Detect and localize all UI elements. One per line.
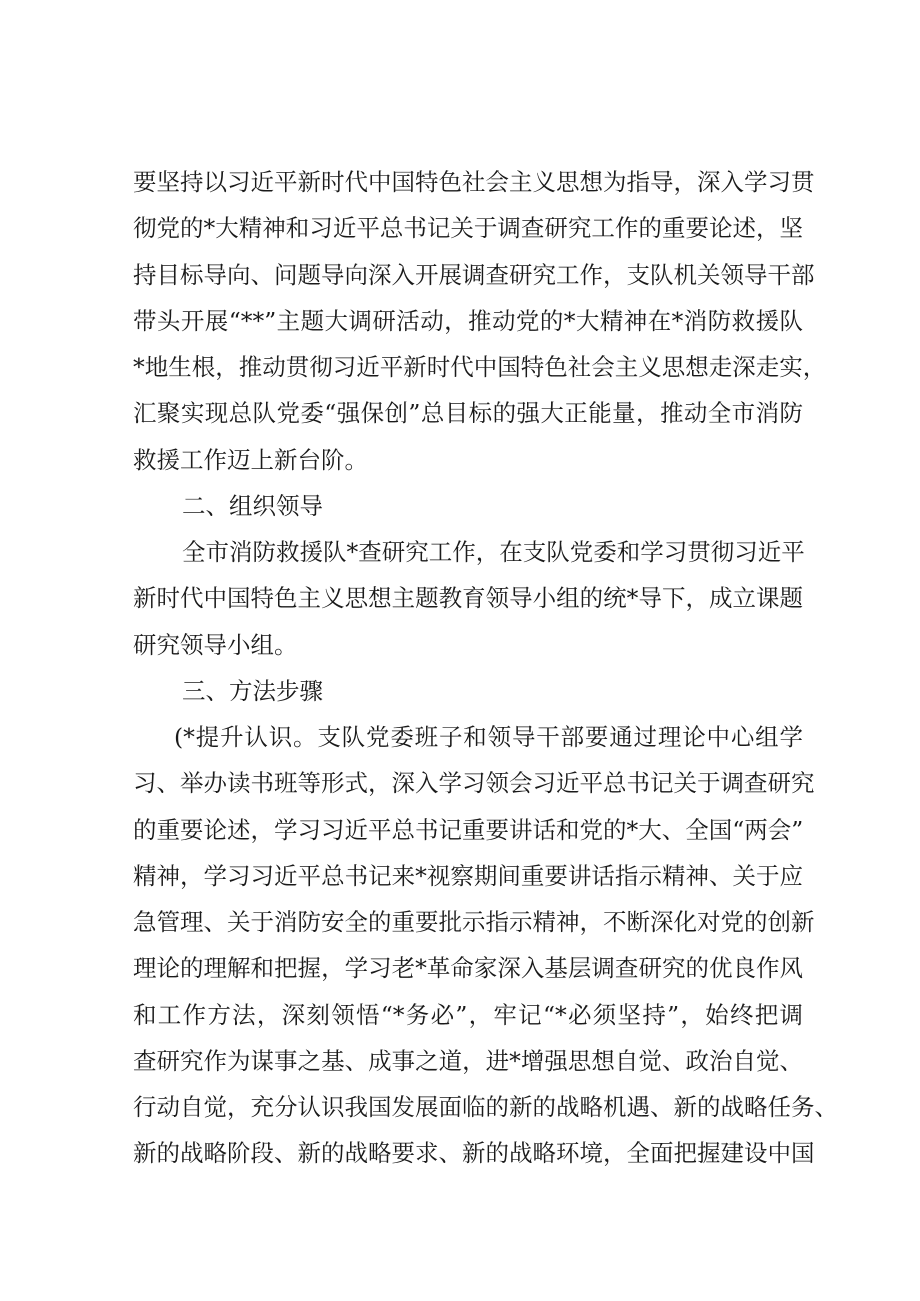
- paragraph-line: 全市消防救援队*查研究工作，在支队党委和学习贯彻习近平: [182, 538, 805, 566]
- paragraph-line: 持目标导向、问题导向深入开展调查研究工作，支队机关领导干部: [133, 261, 815, 289]
- paragraph-line: *地生根，推动贯彻习近平新时代中国特色社会主义思想走深走实，: [133, 353, 827, 381]
- paragraph-line: 急管理、关于消防安全的重要批示指示精神，不断深化对党的创新: [133, 908, 815, 936]
- paragraph-line: 研究领导小组。: [133, 631, 298, 659]
- paragraph-line: 汇聚实现总队党委“强保创”总目标的强大正能量，推动全市消防: [133, 399, 803, 427]
- paragraph-line: 新的战略阶段、新的战略要求、新的战略环境，全面把握建设中国: [133, 1139, 815, 1167]
- section-heading: 二、组织领导: [182, 492, 323, 520]
- paragraph-line: 带头开展“**”主题大调研活动，推动党的*大精神在*消防救援队: [133, 307, 803, 335]
- paragraph-line: 的重要论述，学习习近平总书记重要讲话和党的*大、全国“两会”: [133, 816, 804, 844]
- section-heading: 三、方法步骤: [182, 677, 323, 705]
- paragraph-line: (*提升认识。支队党委班子和领导干部要通过理论中心组学: [174, 723, 803, 751]
- paragraph-line: 理论的理解和把握，学习老*革命家深入基层调查研究的优良作风: [133, 954, 803, 982]
- paragraph-line: 习、举办读书班等形式，深入学习领会习近平总书记关于调查研究: [133, 769, 815, 797]
- paragraph-line: 查研究作为谋事之基、成事之道，进*增强思想自觉、政治自觉、: [133, 1047, 803, 1075]
- paragraph-line: 要坚持以习近平新时代中国特色社会主义思想为指导，深入学习贯: [133, 168, 815, 196]
- paragraph-line: 精神，学习习近平总书记来*视察期间重要讲话指示精神、关于应: [133, 862, 803, 890]
- paragraph-line: 彻党的*大精神和习近平总书记关于调查研究工作的重要论述，坚: [133, 214, 803, 242]
- paragraph-line: 行动自觉，充分认识我国发展面临的新的战略机遇、新的战略任务、: [133, 1093, 838, 1121]
- paragraph-line: 和工作方法，深刻领悟“*务必”，牢记“*必须坚持”，始终把调: [133, 1001, 803, 1029]
- paragraph-line: 救援工作迈上新台阶。: [133, 446, 368, 474]
- paragraph-line: 新时代中国特色主义思想主题教育领导小组的统*导下，成立课题: [133, 584, 803, 612]
